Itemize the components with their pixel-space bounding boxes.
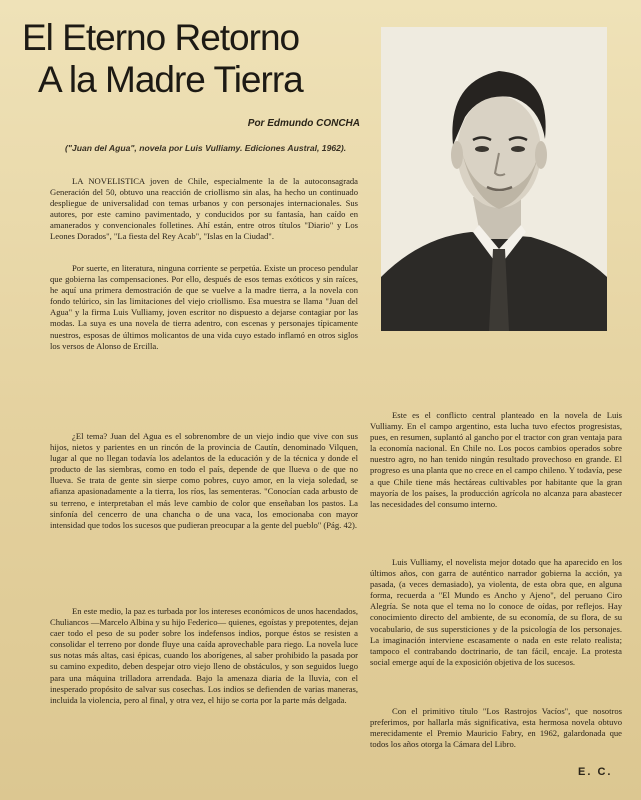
left-paragraph-3: ¿El tema? Juan del Agua es el sobrenombre de un viejo indio que vive con sus hijos, nietos y parientes en un rincón de la provincia de Cautín, denominado Vilquen, lugar al que no llegan todavía los adelantos de la educación y de la técnica y donde el producto de las siembras, como en todo el país, depende de que llueva o de que no llueva. Se trata de gente sin sierpe como pobres, cuyo amor, en la vieja soledad, se afianza apasionadamente a la tierra, los ríos, las sementeras. "Conocían cada arbusto de su terreno, e interpretaban el más leve cambio de color que enseñaban los pastos. La sinfonía del cencerro de una chancha o de una vaca, los emocionaba con mayor intensidad que todos los sucesos que pudieran preocupar a la gente del pueblo" (Pág. 42). xyxy=(50,431,358,530)
left-paragraph-2: Por suerte, en literatura, ninguna corriente se perpetúa. Existe un proceso pendular que gobierna las compensaciones. Por ello, después de esos temas exóticos y sin raíces, he aquí una primera demostración de que se vuelve a la madre tierra, a la novela con fondo telúrico, sin las limitaciones del viejo criollismo. Esa muestra se llama "Juan del Agua" y la firma Luis Vulliamy, joven escritor no dispuesto a dejarse contagiar por las modas. La suya es una novela de tierra adentro, con escenas y personajes típicamente nuestros, esposas de últimos molicantos de una vida cuyo estado inflamó en otros siglos los versos de Alonso de Ercilla. xyxy=(50,263,358,351)
byline: Por Edmundo CONCHA xyxy=(247,118,360,129)
right-paragraph-1: Este es el conflicto central planteado en la novela de Luis Vulliamy. En el campo argentino, esta lucha tuvo efectos progresistas, pues, en resumen, suplantó al gancho por el tractor con gran ventaja para la economía nacional. En Chile no. Los pocos cambios operados sobre nuestro agro, no han tenido ningún resultado provechoso en grande. El progreso es una planta que no crece en el campo chileno. Y todavía, pese a que Chile tiene más hectáreas cultivables por habitante que la gran mayoría de los países, la producción agrícola no alcanza para abastecer las necesidades del consumo interno. xyxy=(370,410,622,509)
author-portrait-photo xyxy=(381,27,607,331)
author-initials: E. C. xyxy=(578,766,613,778)
portrait-illustration xyxy=(381,27,607,331)
headline-line-1: El Eterno Retorno xyxy=(22,17,300,58)
right-paragraph-3: Con el primitivo título "Los Rastrojos Vacíos", que nosotros preferimos, por hallarla más significativa, esta hermosa novela obtuvo merecidamente el Premio Mauricio Fabry, en 1962, galardonada que todos los años otorga la Cámara del Libro. xyxy=(370,706,622,750)
book-reference: ("Juan del Agua", novela por Luis Vulliamy. Ediciones Austral, 1962). xyxy=(65,143,347,153)
headline-line-2: A la Madre Tierra xyxy=(38,59,303,100)
left-paragraph-1: LA NOVELISTICA joven de Chile, especialmente la de la autoconsagrada Generación del 50, obtuvo una reacción de criollismo sin alas, ha hecho un continuado despliegue de universalidad con temas urbanos y con personajes internacionales. Sus autores, por este camino pavimentado, y conducidos por su fantasía, han caído en amanerados y convencionales folletines. Ahí están, entre otros títulos "Diario" y Los Leones Dorados", "La fiesta del Rey Acab", "Islas en la Ciudad". xyxy=(50,176,358,242)
left-paragraph-4: En este medio, la paz es turbada por los intereses económicos de unos hacendados, Chuliancos —Marcelo Albina y su hijo Federico— quienes, egoístas y prepotentes, dejan caer todo el peso de su poder sobre los indefensos indios, porque éstos se resisten a consolidar el terreno por donde fluye una caída aprovechable para riego. La novela luce sus notas más altas, casi épicas, cuando los aborígenes, al saber prohibido la pasada por su camino expedito, deben despejar otro viejo lleno de obstáculos, y son seguidos luego para una máquina trilladora arrendada. Bajo la amenaza diaria de la lluvia, con el inesperado propósito de salvar sus cosechas. Los indios se defienden de varias maneras, incluida la violencia, pero al final, y otra vez, el hijo se corta por la parte más delgada. xyxy=(50,606,358,705)
right-paragraph-2: Luis Vulliamy, el novelista mejor dotado que ha aparecido en los últimos años, con garra de auténtico narrador gobierna la acción, ya pasada, (a veces demasiado), ya violenta, de esta obra que, en alguna forma, recuerda a "El Mundo es Ancho y Ajeno", del peruano Ciro Alegría. Se nota que el tema no lo conoce de oídas, por reflejos. Hay conocimiento directo del ambiente, de su economía, de su flora, de su vocabulario, de sus supersticiones y de la psicología de los personajes. La imaginación interviene escasamente o nada en este relato realista; tampoco el contrabando doctrinario, de tan fácil, encaje. La protesta social emerge aquí de la exposición objetiva de los sucesos. xyxy=(370,557,622,667)
